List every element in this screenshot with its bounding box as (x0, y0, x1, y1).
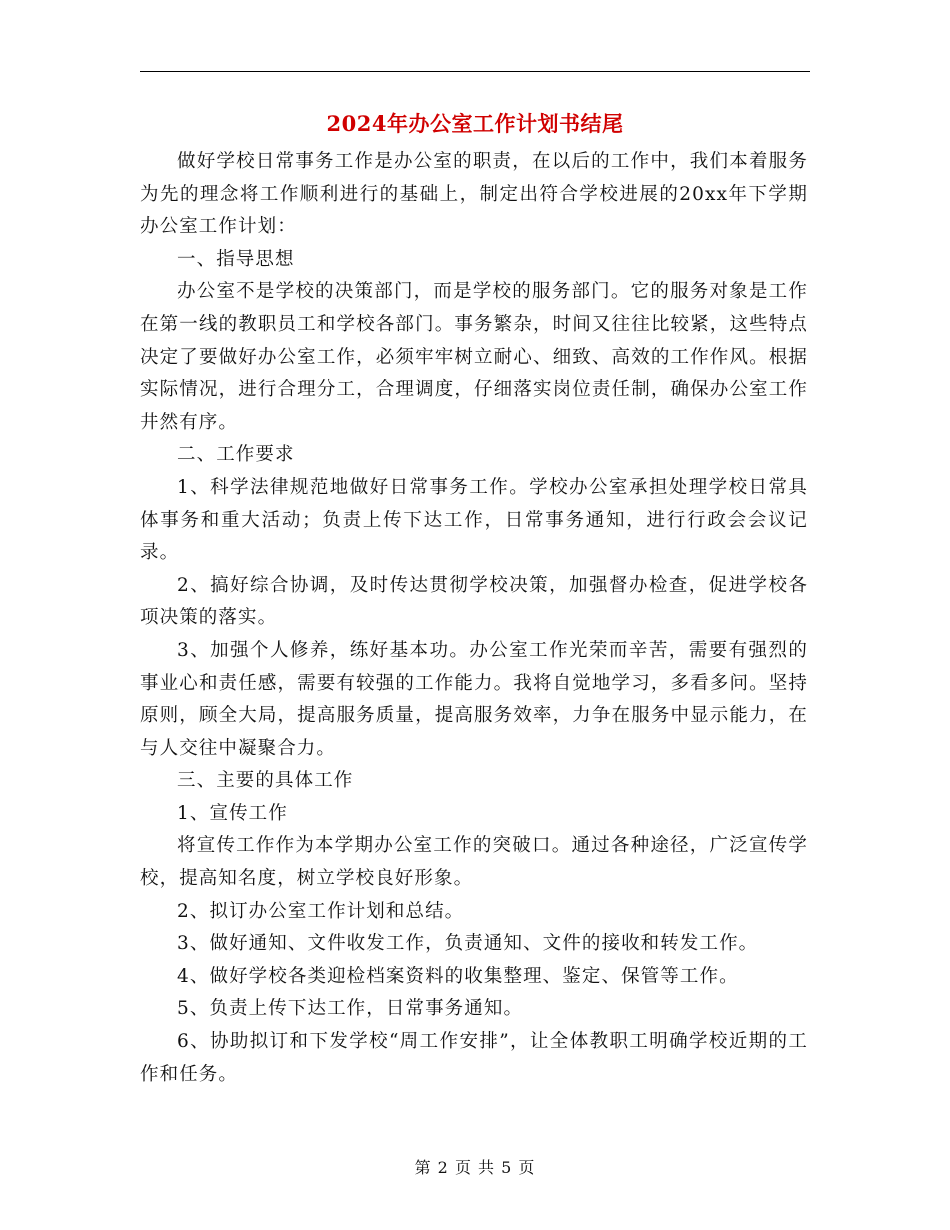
work-item-5: 5、负责上传下达工作，日常事务通知。 (177, 998, 524, 1020)
intro-paragraph: 做好学校日常事务工作是办公室的职责，在以后的工作中，我们本着服务为先的理念将工作顺利进行的基础上，制定出符合学校进展的20xx年下学期办公室工作计划： (140, 151, 808, 238)
work-item-2: 2、拟订办公室工作计划和总结。 (177, 900, 465, 922)
work-item-3: 3、做好通知、文件收发工作，负责通知、文件的接收和转发工作。 (177, 933, 759, 955)
header-rule (140, 71, 810, 72)
document-body (140, 146, 808, 1091)
document-title: 2024年办公室工作计划书结尾 (326, 111, 624, 136)
page-number-footer: 第 2 页 共 5 页 (414, 1158, 536, 1177)
requirement-item-2: 2、搞好综合协调，及时传达贯彻学校决策，加强督办检查，促进学校各项决策的落实。 (140, 574, 808, 629)
requirement-item-3: 3、加强个人修养，练好基本功。办公室工作光荣而辛苦，需要有强烈的事业心和责任感，需要有较强的工作能力。我将自觉地学习，多看多问。坚持原则，顾全大局，提高服务质量，提高服务效率，力争在服务中显示能力，在与人交往中凝聚合力。 (140, 639, 808, 759)
work-item-1-paragraph: 将宣传工作作为本学期办公室工作的突破口。通过各种途径，广泛宣传学校，提高知名度，树立学校良好形象。 (140, 835, 808, 890)
work-item-6: 6、协助拟订和下发学校“周工作安排”，让全体教职工明确学校近期的工作和任务。 (140, 1031, 808, 1085)
section-heading-2: 二、工作要求 (177, 444, 295, 466)
section-heading-3: 三、主要的具体工作 (177, 770, 354, 792)
work-item-1-heading: 1、宣传工作 (177, 802, 288, 824)
section-heading-1: 一、指导思想 (177, 248, 295, 270)
work-item-4: 4、做好学校各类迎检档案资料的收集整理、鉴定、保管等工作。 (177, 965, 739, 987)
requirement-item-1: 1、科学法律规范地做好日常事务工作。学校办公室承担处理学校日常具体事务和重大活动；负责上传下达工作，日常事务通知，进行行政会会议记录。 (140, 476, 808, 564)
section-1-paragraph: 办公室不是学校的决策部门，而是学校的服务部门。它的服务对象是工作在第一线的教职员工和学校各部门。事务繁杂，时间又往往比较紧，这些特点决定了要做好办公室工作，必须牢牢树立耐心、细致、高效的工作作风。根据实际情况，进行合理分工，合理调度，仔细落实岗位责任制，确保办公室工作井然有序。 (140, 281, 808, 433)
